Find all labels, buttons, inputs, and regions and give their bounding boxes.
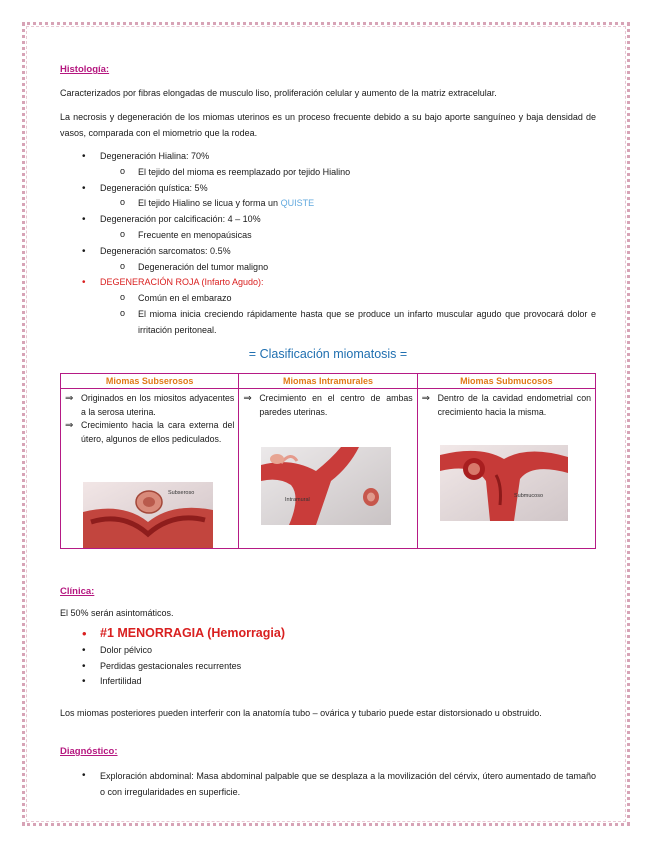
submucoso-cell [417, 389, 595, 549]
histologia-paragraph-1: Caracterizados por fibras elongadas de musculo liso, proliferación celular y aumento de la matriz extracelular. [60, 88, 497, 98]
list-item: • Degeneración Hialina: 70% [60, 149, 596, 165]
sub-list-item: o Degeneración del tumor maligno [60, 260, 596, 276]
sub-list-item: o El mioma inicia creciendo rápidamente hasta que se produce un infarto muscular agudo que provocará dolor e irritación peritoneal. [60, 307, 596, 339]
sub-list-item: o El tejido del mioma es reemplazado por tejido Hialino [60, 165, 596, 181]
clasificacion-title: = Clasificación miomatosis = [248, 347, 408, 361]
clinica-heading: Clínica: [60, 586, 95, 597]
point: ⇒ Originados en los miositos adyacentes a la serosa uterina. [65, 392, 234, 419]
list-item: • Dolor pélvico [60, 643, 596, 659]
sub-list-item [60, 196, 596, 212]
intramural-cell [239, 389, 417, 549]
sub-list-item: o Frecuente en menopaúsicas [60, 228, 596, 244]
sub-list-item: o Común en el embarazo [60, 291, 596, 307]
menorragia-item [60, 626, 596, 643]
histologia-heading: Histología: [60, 64, 110, 75]
column-header: Miomas Subserosos [61, 374, 239, 389]
submucoso-illustration [440, 445, 568, 521]
clinica-list [60, 626, 596, 690]
list-item: • Perdidas gestacionales recurrentes [60, 659, 596, 675]
quiste-highlight: QUISTE [280, 198, 315, 209]
sub-text: El tejido Hialino se licua y forma un [138, 198, 281, 209]
diagnostico-heading: Diagnóstico: [60, 746, 118, 757]
histologia-paragraph-2: La necrosis y degeneración de los miomas uterinos es un proceso frecuente debido a su bajo aporte sanguíneo y baja densidad de vasos, comparada con el miometrio que la rodea. [60, 112, 596, 138]
point: ⇒ Crecimiento hacia la cara externa del útero, algunos de ellos pediculados. [65, 419, 234, 446]
figure-label: Submucoso [513, 493, 543, 499]
clinica-intro: El 50% serán asintomáticos. [60, 608, 174, 618]
clinica-note: Los miomas posteriores pueden interferir con la anatomía tubo – ovárica y tubario puede estar distorsionado u obstruido. [60, 708, 542, 718]
intramural-illustration [261, 447, 391, 525]
column-header: Miomas Submucosos [417, 374, 595, 389]
classification-table [60, 373, 596, 549]
list-item: • Infertilidad [60, 674, 596, 690]
degeneration-list [60, 149, 596, 339]
diagnostico-list [60, 768, 596, 800]
point: ⇒ Dentro de la cavidad endometrial con crecimiento hacia la misma. [422, 392, 591, 419]
menorragia-text: #1 MENORRAGIA (Hemorragia) [100, 626, 285, 640]
list-item: • Degeneración por calcificación: 4 – 10% [60, 212, 596, 228]
figure-label: Intramural [285, 497, 311, 503]
column-header: Miomas Intramurales [239, 374, 417, 389]
list-item: • Degeneración quística: 5% [60, 181, 596, 197]
point: ⇒ Crecimiento en el centro de ambas paredes uterinas. [243, 392, 412, 419]
subseroso-illustration [83, 482, 213, 548]
list-item: • Degeneración sarcomatos: 0.5% [60, 244, 596, 260]
list-item: • Exploración abdominal: Masa abdominal palpable que se desplaza a la movilización del cérvix, útero aumentado de tamaño o con irregularidades en superficie. [60, 768, 596, 800]
list-item-red: • DEGENERACIÓN ROJA (Infarto Agudo): [60, 275, 596, 291]
figure-label: Subseroso [168, 490, 195, 496]
subseroso-cell [61, 389, 239, 549]
